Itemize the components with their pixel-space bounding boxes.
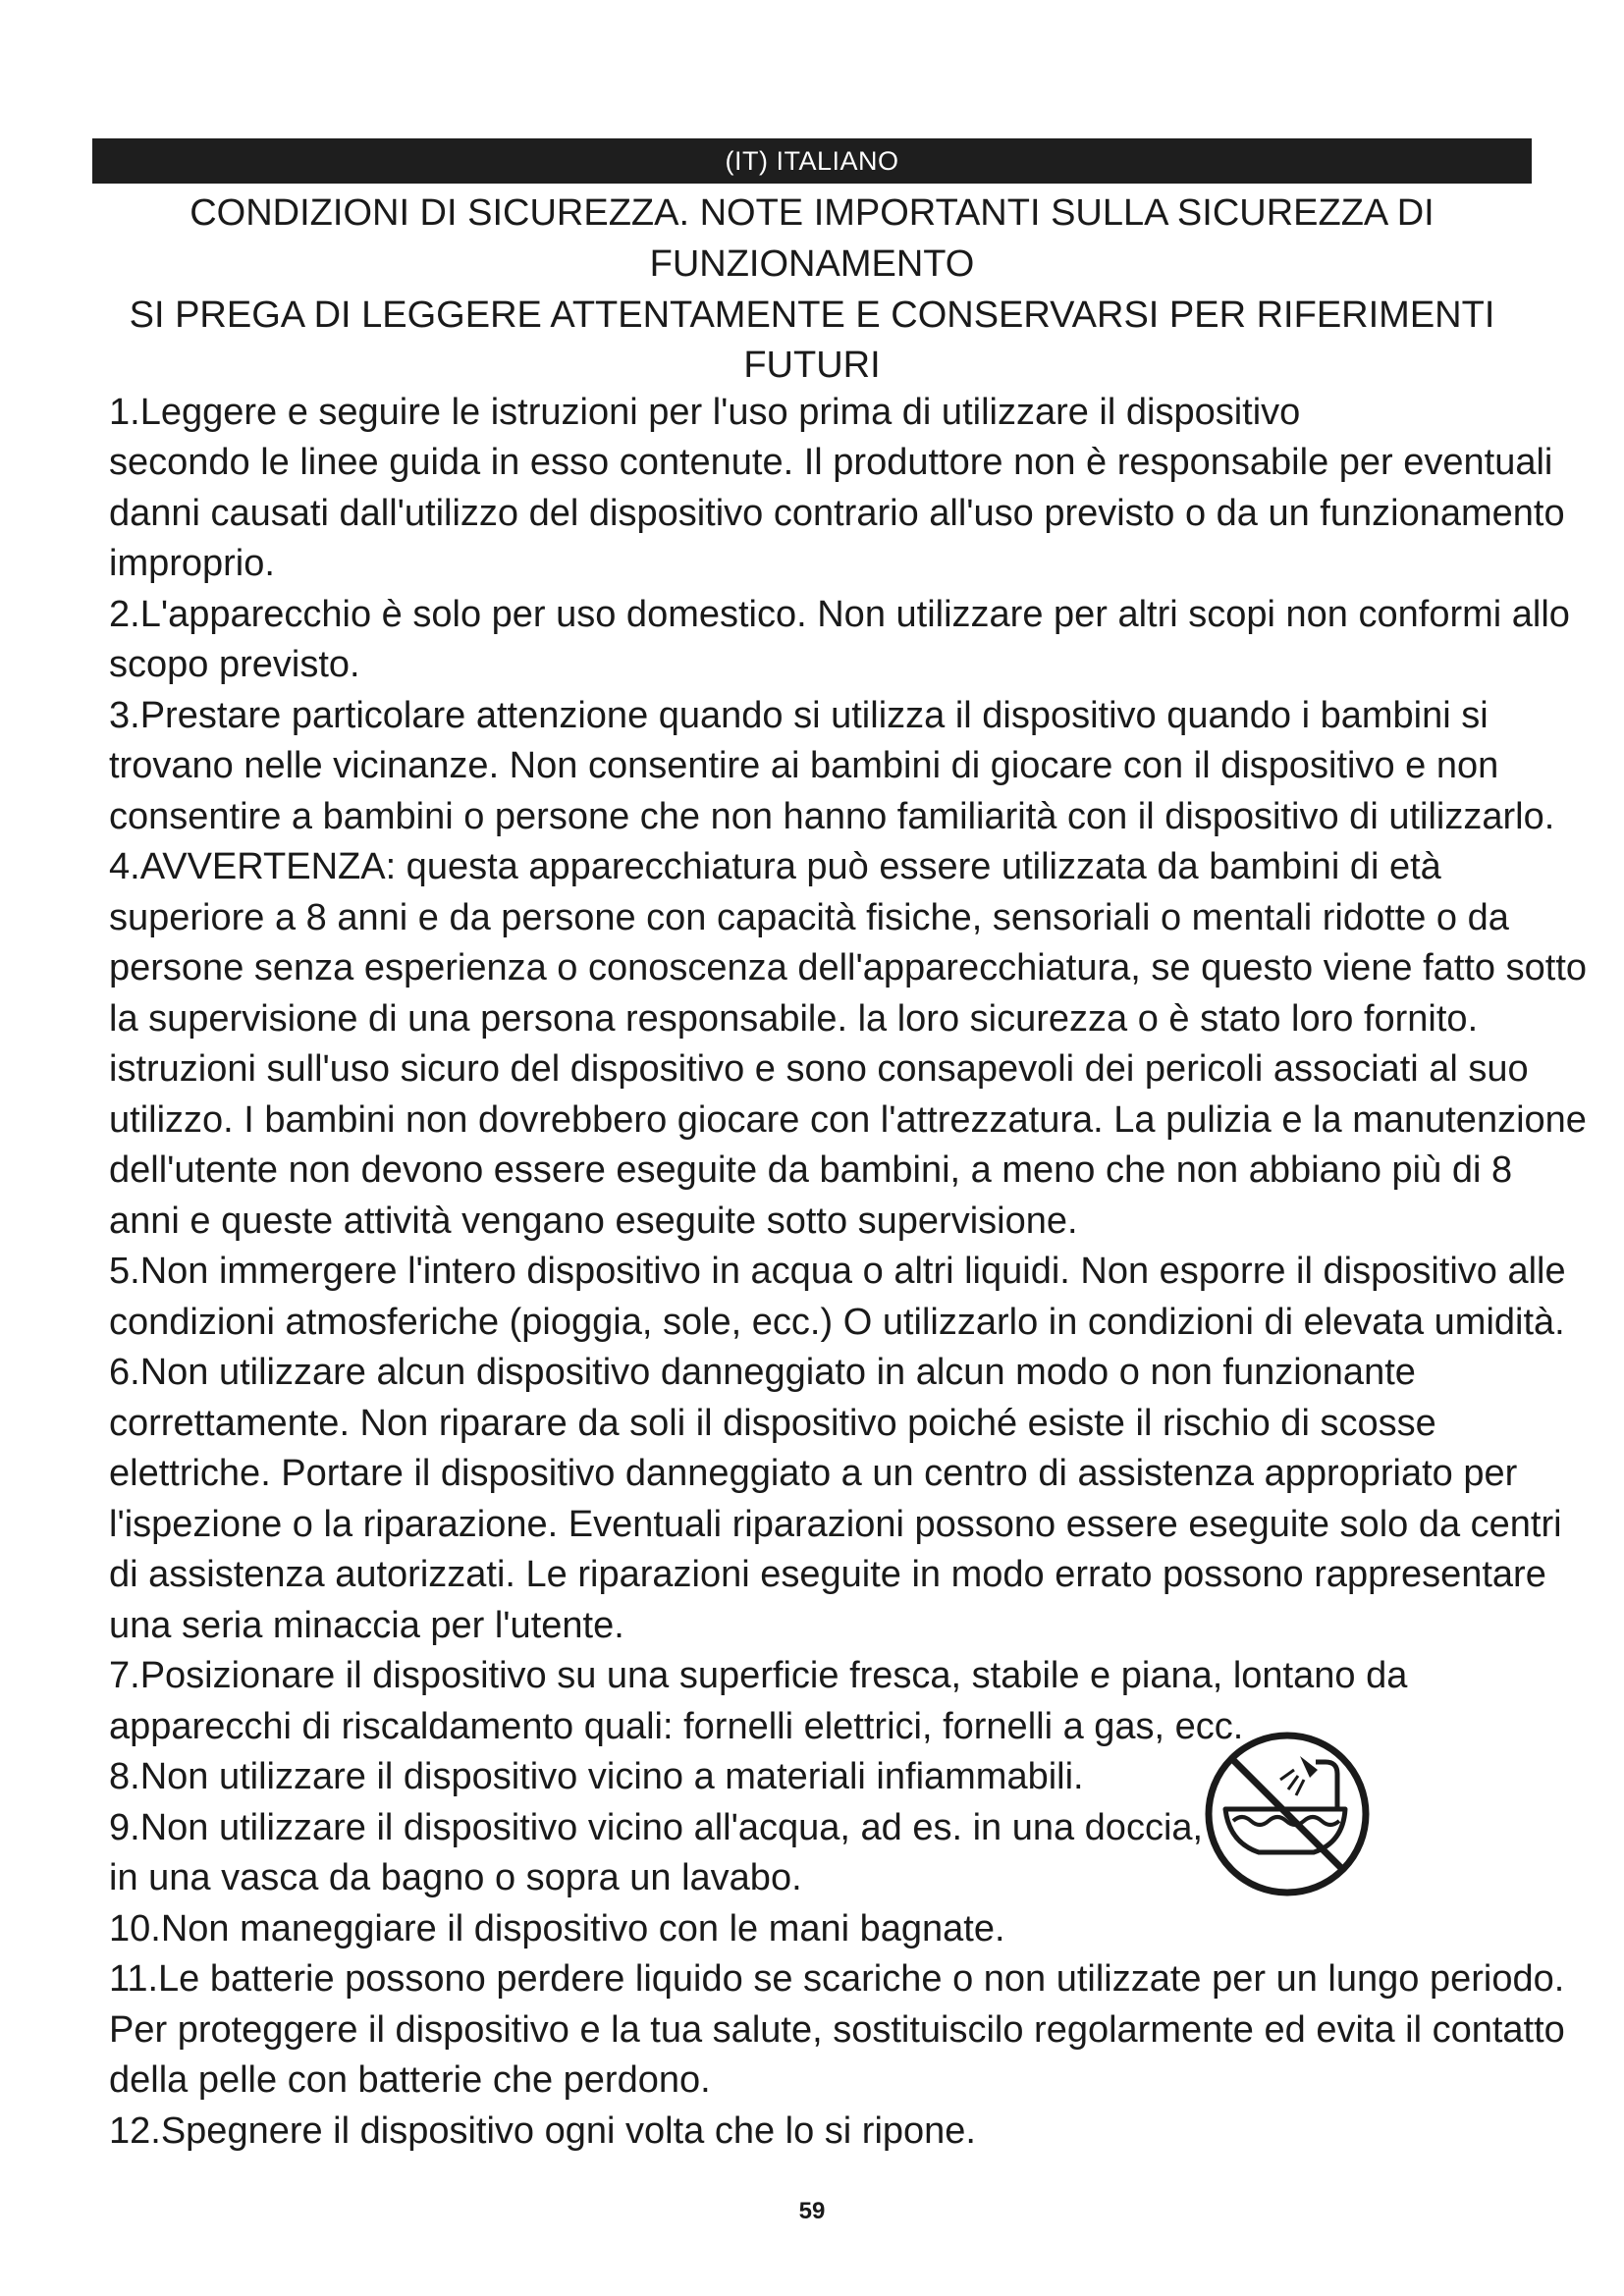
text-line: della pelle con batterie che perdono. [109,2059,711,2101]
text-line: consentire a bambini o persone che non hanno familiarità con il dispositivo di utilizzarlo. [109,796,1555,837]
text-line: di assistenza autorizzati. Le riparazioni eseguite in modo errato possono rappresentare [109,1554,1546,1595]
text-line: l'ispezione o la riparazione. Eventuali riparazioni possono essere eseguite solo da centri [109,1504,1562,1545]
text-line: 3.Prestare particolare attenzione quando si utilizza il dispositivo quando i bambini si [109,695,1489,736]
text-line: anni e queste attività vengano eseguite sotto supervisione. [109,1201,1078,1242]
text-line: Per proteggere il dispositivo e la tua salute, sostituiscilo regolarmente ed evita il contatto [109,2009,1565,2051]
text-line: 4.AVVERTENZA: questa apparecchiatura può essere utilizzata da bambini di età [109,846,1441,887]
page-number: 59 [798,2198,826,2224]
text-line: condizioni atmosferiche (pioggia, sole, ecc.) O utilizzarlo in condizioni di elevata umidità. [109,1302,1565,1343]
text-line: improprio. [109,543,275,584]
text-line: persone senza esperienza o conoscenza dell'apparecchiatura, se questo viene fatto sotto [109,947,1588,988]
text-line: utilizzo. I bambini non dovrebbero giocare con l'attrezzatura. La pulizia e la manutenzione [109,1099,1587,1141]
text-line: correttamente. Non riparare da soli il dispositivo poiché esiste il rischio di scosse [109,1403,1436,1444]
text-line: istruzioni sull'uso sicuro del dispositivo e sono consapevoli dei pericoli associati al suo [109,1048,1529,1090]
text-line: 1.Leggere e seguire le istruzioni per l'uso prima di utilizzare il dispositivo [109,392,1301,433]
text-line: 7.Posizionare il dispositivo su una superficie fresca, stabile e piana, lontano da [109,1655,1408,1696]
title-line: CONDIZIONI DI SICUREZZA. NOTE IMPORTANTI SULLA SICUREZZA DI [189,192,1435,234]
text-line: 11.Le batterie possono perdere liquido se scariche o non utilizzate per un lungo periodo. [109,1958,1565,2000]
text-line: 9.Non utilizzare il dispositivo vicino all'acqua, ad es. in una doccia, [109,1807,1204,1848]
text-line: elettriche. Portare il dispositivo danneggiato a un centro di assistenza appropriato per [109,1453,1518,1494]
text-line: 10.Non maneggiare il dispositivo con le mani bagnate. [109,1908,1005,1949]
title-line: FUNZIONAMENTO [649,243,975,285]
text-line: danni causati dall'utilizzo del dispositivo contrario all'uso previsto o da un funzionamento [109,493,1565,534]
text-line: scopo previsto. [109,644,360,685]
text-line: 5.Non immergere l'intero dispositivo in acqua o altri liquidi. Non esporre il dispositivo alle [109,1251,1566,1292]
text-line: 12.Spegnere il dispositivo ogni volta che lo si ripone. [109,2110,976,2152]
text-line: 2.L'apparecchio è solo per uso domestico. Non utilizzare per altri scopi non conformi allo [109,594,1570,635]
title-line: FUTURI [743,345,881,386]
text-line: apparecchi di riscaldamento quali: fornelli elettrici, fornelli a gas, ecc. [109,1706,1244,1747]
text-line: in una vasca da bagno o sopra un lavabo. [109,1857,802,1898]
text-line: secondo le linee guida in esso contenute. Il produttore non è responsabile per eventuali [109,442,1553,483]
text-line: 6.Non utilizzare alcun dispositivo danneggiato in alcun modo o non funzionante [109,1352,1416,1393]
language-header-bar: (IT) ITALIANO [92,138,1532,184]
no-water-bathtub-icon [1200,1727,1375,1901]
text-line: la supervisione di una persona responsabile. la loro sicurezza o è stato loro fornito. [109,998,1479,1040]
title-line: SI PREGA DI LEGGERE ATTENTAMENTE E CONSERVARSI PER RIFERIMENTI [129,294,1495,336]
text-line: trovano nelle vicinanze. Non consentire ai bambini di giocare con il dispositivo e non [109,745,1499,786]
text-line: superiore a 8 anni e da persone con capacità fisiche, sensoriali o mentali ridotte o da [109,897,1509,938]
text-line: una seria minaccia per l'utente. [109,1605,624,1646]
text-line: dell'utente non devono essere eseguite da bambini, a meno che non abbiano più di 8 [109,1149,1513,1191]
text-line: 8.Non utilizzare il dispositivo vicino a materiali infiammabili. [109,1756,1084,1797]
